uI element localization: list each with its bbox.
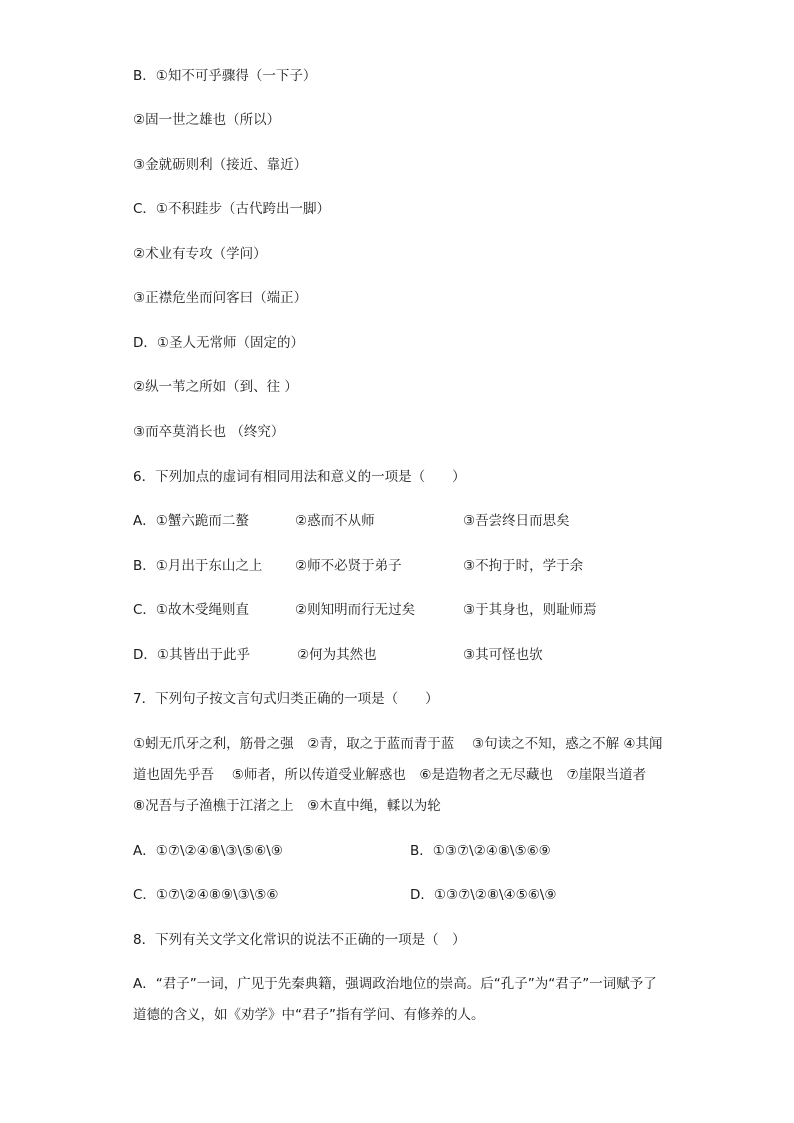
q6-stem: 6．下列加点的虚词有相同用法和意义的一项是（ ）	[133, 469, 466, 485]
q6-option-b-3: ③不拘于时，学于余	[463, 558, 584, 574]
q5-option-d-item-3: ③而卒莫消长也 （终究）	[133, 424, 285, 440]
q6-option-a-3: ③吾尝终日而思矣	[463, 513, 570, 529]
q6-option-d-2: ②何为其然也	[297, 647, 377, 663]
q6-option-c-2: ②则知明而行无过矣	[295, 602, 416, 618]
q5-option-d-item-1: D．①圣人无常师（固定的）	[133, 335, 304, 351]
q6-option-c-3: ③于其身也，则耻师焉	[463, 602, 597, 618]
q5-option-b-item-2: ②固一世之雄也（所以）	[133, 112, 281, 128]
q5-option-d-item-2: ②纵一苇之所如（到、往 ）	[133, 379, 298, 395]
q6-option-b-1: B．①月出于东山之上	[133, 558, 263, 574]
q7-stem: 7．下列句子按文言句式归类正确的一项是（ ）	[133, 691, 439, 707]
q6-option-d-3: ③其可怪也欤	[463, 647, 543, 663]
q5-option-c-item-1: C．①不积跬步（古代跨出一脚）	[133, 201, 331, 217]
q8-option-a: A．“君子”一词，广见于先秦典籍，强调政治地位的崇高。后“孔子”为“君子”一词赋予了道德的含义，如《劝学》中“君子”指有学问、有修养的人。	[133, 976, 657, 1023]
q6-option-a-2: ②惑而不从师	[295, 513, 375, 529]
q5-option-c-item-2: ②术业有专攻（学问）	[133, 246, 267, 262]
q7-option-a: A．①⑦\②④⑧\③\⑤⑥\⑨	[133, 843, 283, 859]
q7-sentences: ①蚓无爪牙之利，筋骨之强 ②青，取之于蓝而青于蓝 ③句读之不知，惑之不解 ④其闻道也固先乎吾 ⑤师者，所以传道受业解惑也 ⑥是造物者之无尽藏也 ⑦崖限当道者 ⑧况吾与子渔樵于江渚之上 ⑨木直中绳，輮以为轮	[133, 736, 664, 814]
q7-option-d: D．①③⑦\②⑧\④⑤⑥\⑨	[410, 887, 557, 903]
q5-option-b-item-3: ③金就砺则利（接近、靠近）	[133, 157, 308, 173]
q5-option-b-item-1: B．①知不可乎骤得（一下子）	[133, 68, 317, 84]
q5-option-c-item-3: ③正襟危坐而问客曰（端正）	[133, 290, 308, 306]
q7-option-b: B．①③⑦\②④⑧\⑤⑥⑨	[410, 843, 551, 859]
q6-option-c-1: C．①故木受绳则直	[133, 602, 250, 618]
q6-option-a-1: A．①蟹六跪而二螯	[133, 513, 249, 529]
q7-option-c: C．①⑦\②④⑧⑨\③\⑤⑥	[133, 887, 279, 903]
q6-option-d-1: D．①其皆出于此乎	[133, 647, 250, 663]
q6-option-b-2: ②师不必贤于弟子	[295, 558, 402, 574]
q8-stem: 8．下列有关文学文化常识的说法不正确的一项是（ ）	[133, 932, 466, 948]
